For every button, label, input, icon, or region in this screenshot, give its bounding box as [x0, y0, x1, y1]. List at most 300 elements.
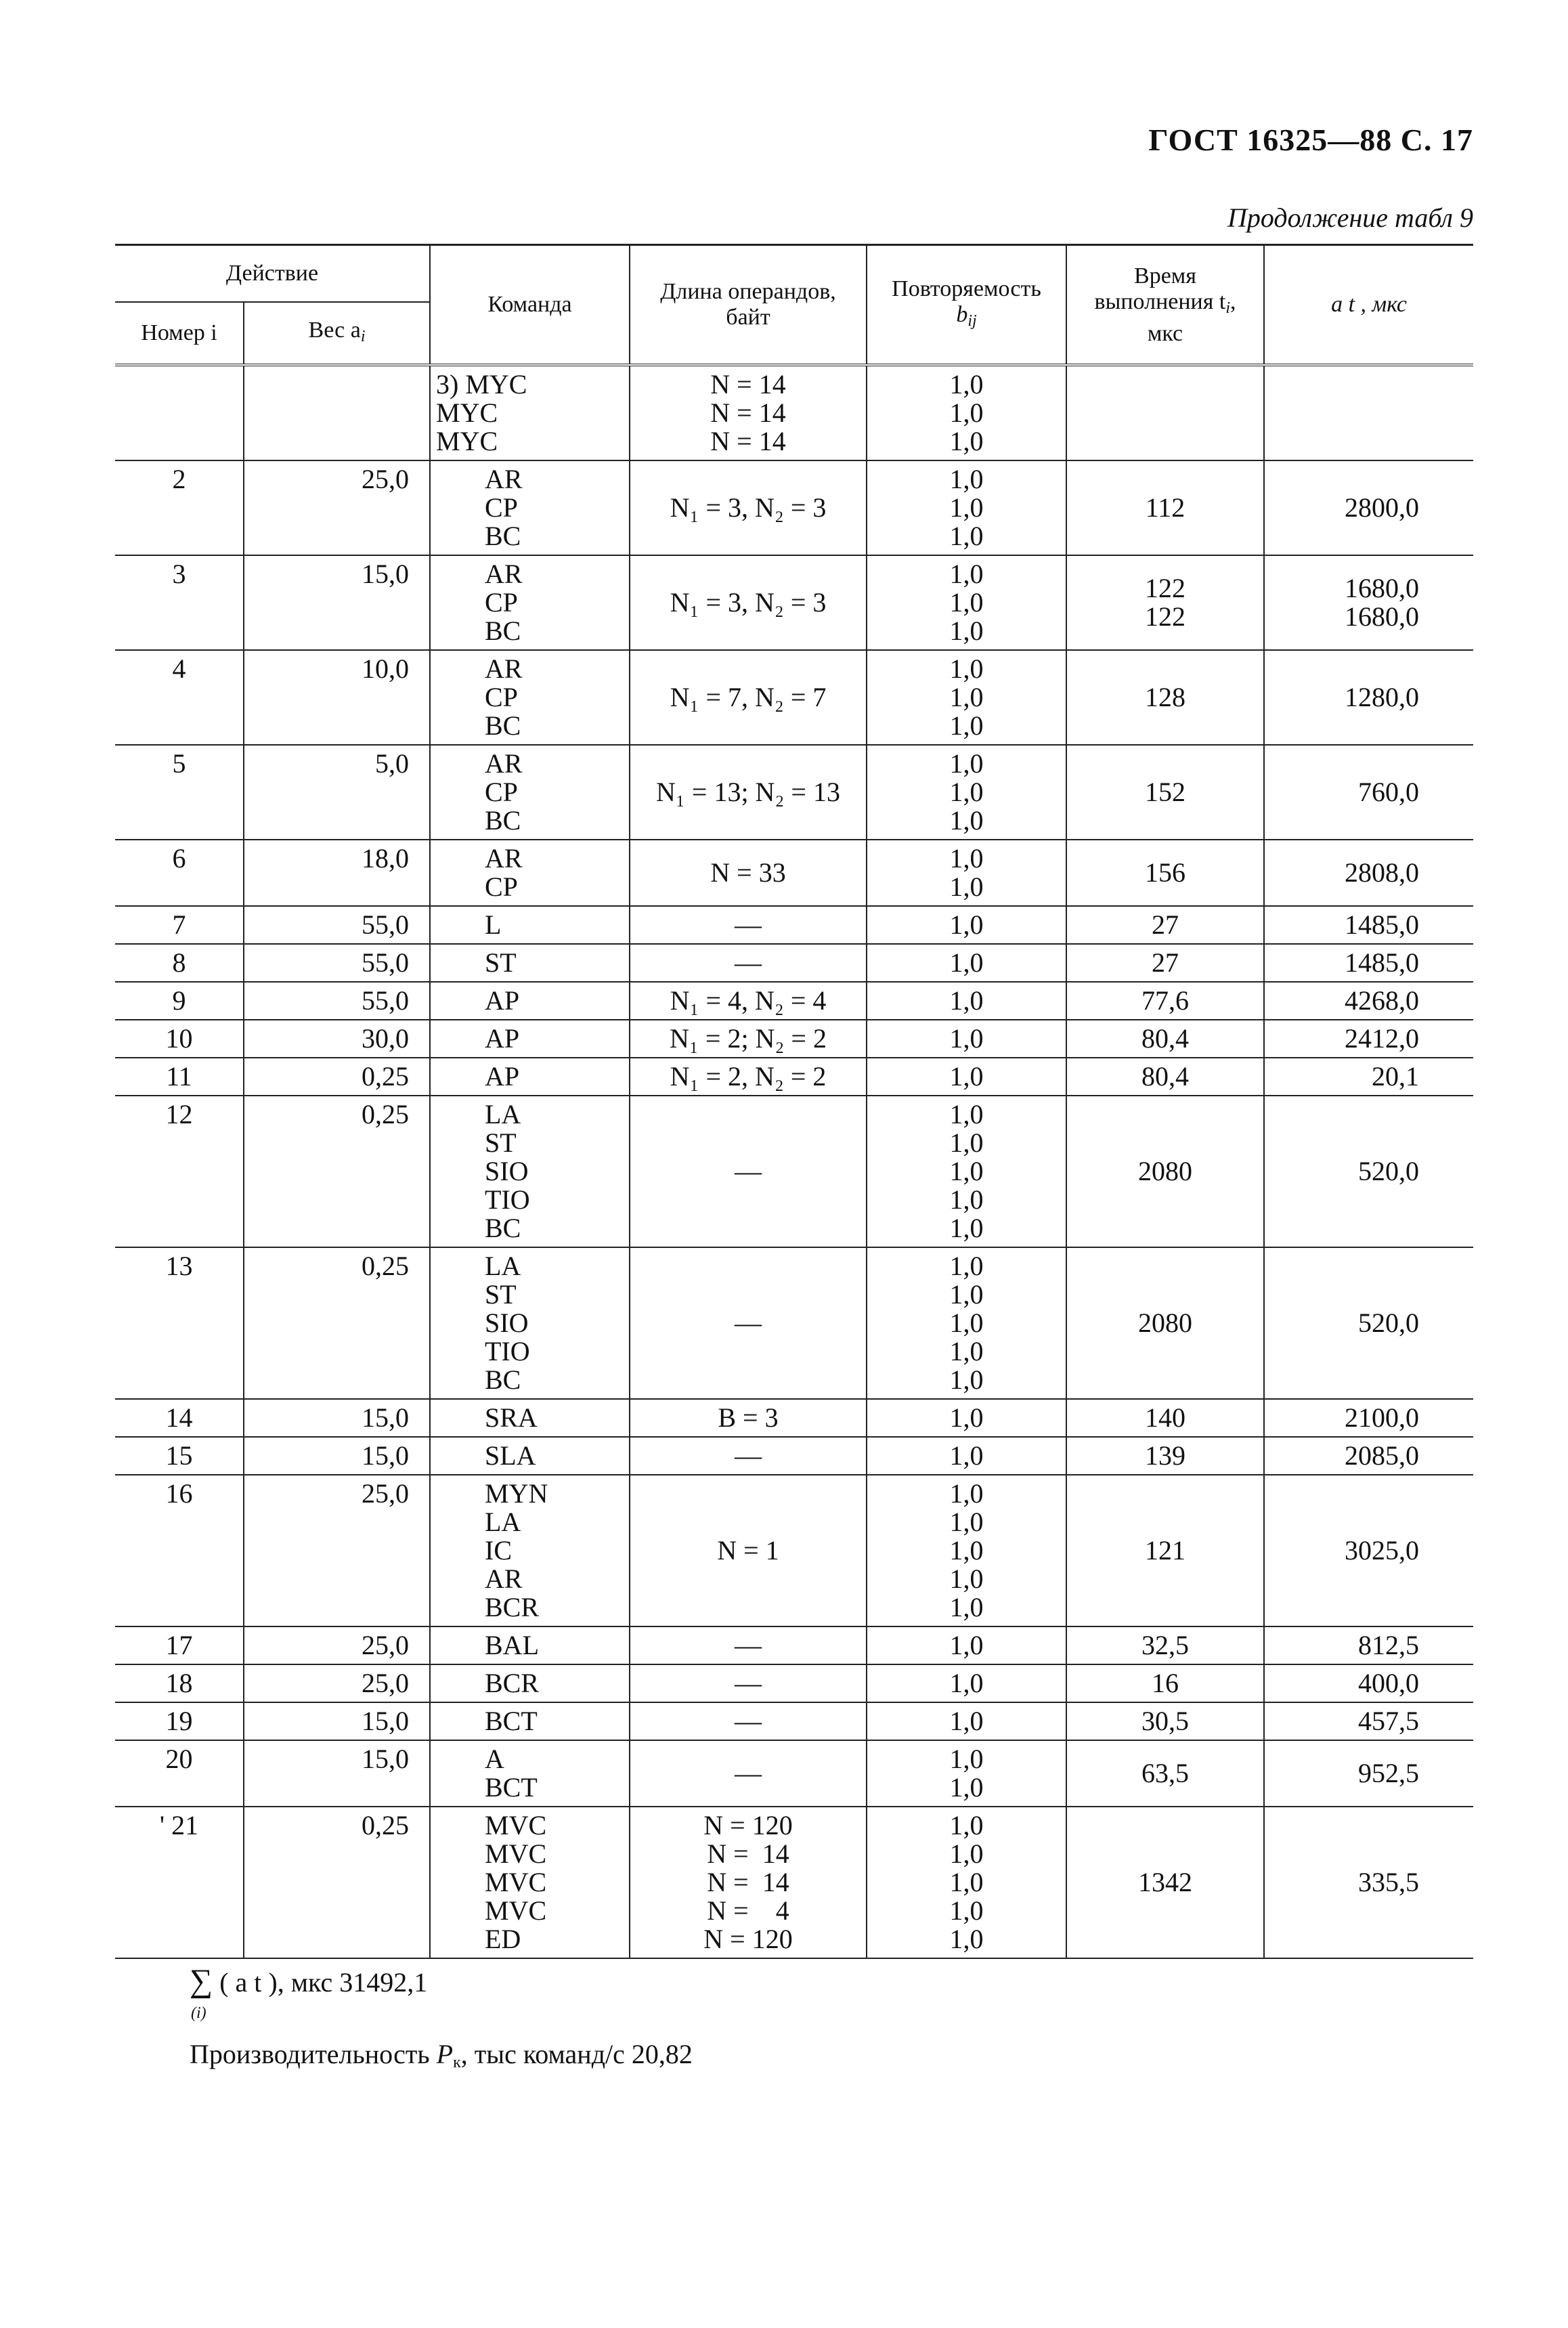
row-commands-line: CP	[485, 587, 518, 618]
row-number: ' 21	[115, 1807, 244, 1958]
row-number: 3	[115, 555, 244, 650]
table-row	[115, 650, 1473, 745]
row-exec-time-line: 122	[1145, 573, 1185, 603]
row-operand-length-line: N₁ = 4, N₂ = 4	[670, 985, 827, 1016]
row-operand-length-line: —	[735, 909, 762, 940]
row-weight: 55,0	[244, 982, 430, 1020]
row-commands-line: L	[485, 909, 502, 940]
row-repeatability-line: 1,0	[949, 1867, 984, 1897]
row-operand-length	[630, 555, 867, 650]
row-repeatability	[867, 460, 1066, 555]
row-product	[1264, 1475, 1473, 1626]
row-weight: 15,0	[244, 1702, 430, 1740]
row-repeatability-line: 1,0	[949, 710, 984, 741]
row-number: 17	[115, 1626, 244, 1664]
row-repeatability-line: 1,0	[949, 1706, 984, 1736]
row-commands-line: CP	[485, 871, 518, 902]
row-operand-length	[630, 1702, 867, 1740]
row-commands-line: CP	[485, 682, 518, 712]
table-row	[115, 982, 1473, 1020]
row-operand-length-line: N = 14	[710, 369, 786, 400]
row-exec-time-line: 1342	[1138, 1867, 1192, 1897]
row-repeatability-line: 1,0	[949, 1630, 984, 1660]
row-exec-time-line: 30,5	[1141, 1706, 1189, 1736]
row-operand-length-line: N₁ = 2; N₂ = 2	[670, 1023, 827, 1054]
row-commands-line: AR	[485, 843, 523, 874]
row-repeatability-line: 1,0	[949, 748, 984, 779]
row-weight: 55,0	[244, 906, 430, 944]
row-repeatability-line: 1,0	[949, 985, 984, 1016]
table-row	[115, 555, 1473, 650]
row-number: 4	[115, 650, 244, 745]
row-commands	[430, 1702, 630, 1740]
row-product	[1264, 1807, 1473, 1958]
row-operand-length-line: —	[735, 1668, 762, 1698]
row-repeatability-line: 1,0	[949, 1744, 984, 1774]
row-product	[1264, 1664, 1473, 1702]
row-commands	[430, 906, 630, 944]
row-commands	[430, 1475, 630, 1626]
row-operand-length-line: —	[735, 1156, 762, 1186]
row-weight: 10,0	[244, 650, 430, 745]
row-commands-line: MVC	[485, 1810, 547, 1840]
row-product-line: 520,0	[1358, 1308, 1419, 1338]
row-repeatability-line: 1,0	[949, 426, 984, 456]
row-operand-length	[630, 1475, 867, 1626]
row-repeatability-line: 1,0	[949, 587, 984, 618]
row-commands	[430, 982, 630, 1020]
row-commands-line: AP	[485, 985, 520, 1016]
row-operand-length-line: N = 4	[707, 1895, 789, 1926]
row-operand-length	[630, 1020, 867, 1058]
row-weight: 15,0	[244, 555, 430, 650]
table-row	[115, 365, 1473, 460]
row-product	[1264, 1702, 1473, 1740]
row-repeatability	[867, 555, 1066, 650]
row-exec-time	[1066, 1626, 1264, 1664]
row-commands-line: BCR	[485, 1592, 540, 1622]
row-repeatability	[867, 745, 1066, 840]
row-number: 13	[115, 1247, 244, 1399]
row-number: 16	[115, 1475, 244, 1626]
row-exec-time-line: 16	[1152, 1668, 1179, 1698]
row-product-line: 1680,0	[1345, 601, 1419, 632]
row-commands-line: SIO	[485, 1308, 529, 1338]
row-number: 5	[115, 745, 244, 840]
row-repeatability-line: 1,0	[949, 1308, 984, 1338]
row-product	[1264, 1247, 1473, 1399]
row-commands-line: CP	[485, 492, 518, 523]
row-operand-length	[630, 840, 867, 906]
header-operand-length: Длина операндов, байт	[630, 245, 867, 366]
table-row	[115, 1807, 1473, 1958]
row-commands-line: AR	[485, 1564, 523, 1594]
row-repeatability-line: 1,0	[949, 1772, 984, 1803]
row-product	[1264, 1626, 1473, 1664]
table-row	[115, 1475, 1473, 1626]
table-row	[115, 1096, 1473, 1247]
row-exec-time-line: 152	[1145, 777, 1185, 807]
row-repeatability	[867, 1807, 1066, 1958]
row-operand-length-line: N = 1	[717, 1535, 779, 1566]
row-repeatability-line: 1,0	[949, 1061, 984, 1092]
table-row	[115, 460, 1473, 555]
header-action: Действие	[115, 245, 430, 303]
row-number: 20	[115, 1740, 244, 1807]
row-commands	[430, 650, 630, 745]
row-repeatability-line: 1,0	[949, 1668, 984, 1698]
row-commands-line: LA	[485, 1251, 521, 1281]
row-exec-time-line: 112	[1145, 492, 1185, 523]
row-commands-line: LA	[485, 1099, 521, 1129]
row-weight: 0,25	[244, 1096, 430, 1247]
row-operand-length	[630, 906, 867, 944]
row-number: 12	[115, 1096, 244, 1247]
row-exec-time	[1066, 745, 1264, 840]
row-product-line: 1485,0	[1345, 947, 1419, 978]
row-repeatability-line: 1,0	[949, 805, 984, 836]
row-number: 15	[115, 1437, 244, 1475]
row-commands	[430, 1247, 630, 1399]
row-product-line: 1680,0	[1345, 573, 1419, 603]
row-operand-length	[630, 1626, 867, 1664]
row-repeatability	[867, 1020, 1066, 1058]
row-commands	[430, 1020, 630, 1058]
row-repeatability-line: 1,0	[949, 559, 984, 589]
row-product-line: 1485,0	[1345, 909, 1419, 940]
row-repeatability	[867, 1437, 1066, 1475]
page-title: ГОСТ 16325—88 С. 17	[1148, 123, 1473, 157]
row-operand-length	[630, 982, 867, 1020]
row-product-line: 2800,0	[1345, 492, 1419, 523]
row-repeatability-line: 1,0	[949, 1364, 984, 1395]
row-repeatability	[867, 1702, 1066, 1740]
row-exec-time	[1066, 982, 1264, 1020]
row-operand-length-line: N₁ = 7, N₂ = 7	[670, 682, 827, 712]
row-exec-time	[1066, 555, 1264, 650]
table-row	[115, 906, 1473, 944]
row-commands-line: BC	[485, 521, 521, 551]
row-exec-time-line: 139	[1145, 1440, 1185, 1471]
row-commands-line: TIO	[485, 1336, 530, 1366]
row-repeatability	[867, 1475, 1066, 1626]
row-commands-line: BAL	[485, 1630, 539, 1660]
row-repeatability-line: 1,0	[949, 369, 984, 400]
row-product	[1264, 460, 1473, 555]
row-exec-time	[1066, 840, 1264, 906]
row-exec-time	[1066, 944, 1264, 982]
row-weight: 25,0	[244, 1475, 430, 1626]
row-product	[1264, 982, 1473, 1020]
row-weight: 5,0	[244, 745, 430, 840]
row-product	[1264, 1096, 1473, 1247]
row-commands-line: AP	[485, 1023, 520, 1054]
row-product	[1264, 840, 1473, 906]
row-operand-length-line: —	[735, 1630, 762, 1660]
row-operand-length-line: N = 33	[710, 857, 786, 888]
row-commands-line: BC	[485, 1213, 521, 1243]
row-commands-line: SIO	[485, 1156, 529, 1186]
row-commands	[430, 944, 630, 982]
row-repeatability	[867, 1664, 1066, 1702]
table-row	[115, 1058, 1473, 1096]
row-exec-time-line: 128	[1145, 682, 1185, 712]
row-commands-line: CP	[485, 777, 518, 807]
row-commands-line: MYC	[436, 397, 498, 428]
header-weight: Вес $a_i$	[244, 302, 430, 365]
table-row	[115, 1740, 1473, 1807]
row-exec-time-line: 156	[1145, 857, 1185, 888]
row-number: 7	[115, 906, 244, 944]
row-operand-length-line: B = 3	[718, 1402, 779, 1433]
row-repeatability	[867, 1058, 1066, 1096]
row-commands-line: AP	[485, 1061, 520, 1092]
row-operand-length	[630, 1807, 867, 1958]
row-repeatability-line: 1,0	[949, 1810, 984, 1840]
row-commands	[430, 555, 630, 650]
row-operand-length	[630, 745, 867, 840]
row-operand-length	[630, 1247, 867, 1399]
row-product-line: 457,5	[1358, 1706, 1419, 1736]
row-operand-length-line: —	[735, 1706, 762, 1736]
row-weight: 15,0	[244, 1437, 430, 1475]
row-product-line: 20,1	[1372, 1061, 1419, 1092]
row-exec-time	[1066, 1702, 1264, 1740]
table-row	[115, 840, 1473, 906]
table-row	[115, 745, 1473, 840]
row-product	[1264, 1740, 1473, 1807]
row-operand-length	[630, 650, 867, 745]
row-exec-time	[1066, 1664, 1264, 1702]
row-operand-length-line: N = 120	[703, 1810, 793, 1840]
row-number: 9	[115, 982, 244, 1020]
row-operand-length-line: N₁ = 3, N₂ = 3	[670, 492, 827, 523]
row-exec-time-line: 121	[1145, 1535, 1185, 1566]
row-repeatability-line: 1,0	[949, 777, 984, 807]
row-repeatability-line: 1,0	[949, 1156, 984, 1186]
row-commands	[430, 460, 630, 555]
row-commands	[430, 1664, 630, 1702]
header-repeatability: Повторяемость $b_{ij}$	[867, 245, 1066, 366]
row-commands-line: SRA	[485, 1402, 538, 1433]
row-number: 8	[115, 944, 244, 982]
row-repeatability-line: 1,0	[949, 1564, 984, 1594]
row-product	[1264, 365, 1473, 460]
row-commands	[430, 1807, 630, 1958]
row-commands	[430, 1437, 630, 1475]
row-repeatability-line: 1,0	[949, 1535, 984, 1566]
row-number: 6	[115, 840, 244, 906]
row-repeatability-line: 1,0	[949, 947, 984, 978]
row-repeatability-line: 1,0	[949, 1279, 984, 1310]
row-weight: 0,25	[244, 1058, 430, 1096]
row-commands-line: BC	[485, 616, 521, 646]
row-product-line: 400,0	[1358, 1668, 1419, 1698]
row-repeatability-line: 1,0	[949, 871, 984, 902]
row-exec-time	[1066, 906, 1264, 944]
row-weight: 0,25	[244, 1247, 430, 1399]
row-commands	[430, 1058, 630, 1096]
row-operand-length-line: N = 14	[707, 1838, 789, 1869]
table-row	[115, 1020, 1473, 1058]
row-repeatability	[867, 1399, 1066, 1437]
row-number: 11	[115, 1058, 244, 1096]
row-commands-line: MYN	[485, 1478, 548, 1509]
row-weight: 25,0	[244, 1626, 430, 1664]
row-repeatability	[867, 982, 1066, 1020]
row-repeatability-line: 1,0	[949, 1895, 984, 1926]
header-command: Команда	[430, 245, 630, 366]
row-commands	[430, 840, 630, 906]
row-number	[115, 365, 244, 460]
row-commands-line: A	[485, 1744, 504, 1774]
row-exec-time-line: 27	[1152, 909, 1179, 940]
sum-line	[190, 1962, 427, 2000]
row-product	[1264, 1020, 1473, 1058]
row-operand-length	[630, 944, 867, 982]
row-repeatability-line: 1,0	[949, 616, 984, 646]
row-exec-time	[1066, 1807, 1264, 1958]
row-exec-time	[1066, 1437, 1264, 1475]
row-operand-length-line: N₁ = 2, N₂ = 2	[670, 1061, 827, 1092]
row-repeatability-line: 1,0	[949, 1184, 984, 1215]
row-operand-length-line: N = 14	[710, 426, 786, 456]
table-row	[115, 1399, 1473, 1437]
row-product-line: 952,5	[1358, 1758, 1419, 1788]
sigma-symbol: ∑	[190, 1963, 213, 1999]
row-commands-line: ST	[485, 1279, 517, 1310]
row-exec-time-line: 63,5	[1141, 1758, 1189, 1788]
row-number: 14	[115, 1399, 244, 1437]
row-operand-length	[630, 1096, 867, 1247]
row-commands-line: AR	[485, 748, 523, 779]
table-row	[115, 1626, 1473, 1664]
row-exec-time-line: 80,4	[1141, 1061, 1189, 1092]
row-repeatability-line: 1,0	[949, 397, 984, 428]
row-exec-time	[1066, 1058, 1264, 1096]
row-repeatability-line: 1,0	[949, 1099, 984, 1129]
row-weight	[244, 365, 430, 460]
row-repeatability-line: 1,0	[949, 1924, 984, 1954]
row-product-line: 760,0	[1358, 777, 1419, 807]
row-product	[1264, 944, 1473, 982]
row-product-line: 1280,0	[1345, 682, 1419, 712]
row-repeatability	[867, 365, 1066, 460]
row-repeatability-line: 1,0	[949, 1402, 984, 1433]
header-exec-time: Время выполнения $t_i$, мкс	[1066, 245, 1264, 366]
table-row	[115, 944, 1473, 982]
row-product	[1264, 906, 1473, 944]
row-exec-time	[1066, 460, 1264, 555]
row-operand-length-line: N₁ = 13; N₂ = 13	[656, 777, 840, 807]
row-exec-time	[1066, 1399, 1264, 1437]
row-repeatability-line: 1,0	[949, 1213, 984, 1243]
row-commands-line: BCT	[485, 1772, 538, 1803]
row-commands	[430, 1096, 630, 1247]
row-operand-length	[630, 1399, 867, 1437]
row-product	[1264, 1437, 1473, 1475]
row-commands	[430, 1399, 630, 1437]
row-repeatability	[867, 650, 1066, 745]
row-repeatability-line: 1,0	[949, 1251, 984, 1281]
row-exec-time	[1066, 1096, 1264, 1247]
row-exec-time-line: 27	[1152, 947, 1179, 978]
row-commands-line: LA	[485, 1507, 521, 1537]
row-commands-line: BC	[485, 1364, 521, 1395]
row-repeatability	[867, 1740, 1066, 1807]
row-product-line: 4268,0	[1345, 985, 1419, 1016]
row-commands-line: SLA	[485, 1440, 536, 1471]
row-exec-time-line: 77,6	[1141, 985, 1189, 1016]
row-commands-line: MVC	[485, 1867, 547, 1897]
row-weight: 15,0	[244, 1399, 430, 1437]
row-commands-line: 3) MYC	[436, 369, 527, 400]
row-operand-length	[630, 1740, 867, 1807]
row-operand-length-line: N = 14	[707, 1867, 789, 1897]
row-repeatability-line: 1,0	[949, 1127, 984, 1158]
row-exec-time-line: 2080	[1138, 1156, 1192, 1186]
row-commands-line: BCT	[485, 1706, 538, 1736]
row-operand-length	[630, 1437, 867, 1475]
row-product-line: 335,5	[1358, 1867, 1419, 1897]
row-product-line: 2100,0	[1345, 1402, 1419, 1433]
row-weight: 15,0	[244, 1740, 430, 1807]
table-row	[115, 1702, 1473, 1740]
row-product-line: 3025,0	[1345, 1535, 1419, 1566]
row-commands-line: ST	[485, 947, 517, 978]
row-repeatability	[867, 1247, 1066, 1399]
table-row	[115, 1437, 1473, 1475]
performance-table	[115, 244, 1473, 1959]
row-commands-line: BCR	[485, 1668, 540, 1698]
row-commands-line: AR	[485, 653, 523, 684]
row-weight: 55,0	[244, 944, 430, 982]
row-operand-length-line: N₁ = 3, N₂ = 3	[670, 587, 827, 618]
row-operand-length-line: N = 120	[703, 1924, 793, 1954]
row-commands-line: ST	[485, 1127, 517, 1158]
row-operand-length	[630, 1664, 867, 1702]
row-exec-time	[1066, 1247, 1264, 1399]
row-repeatability-line: 1,0	[949, 1838, 984, 1869]
row-repeatability-line: 1,0	[949, 1336, 984, 1366]
row-weight: 0,25	[244, 1807, 430, 1958]
row-repeatability-line: 1,0	[949, 1440, 984, 1471]
row-commands	[430, 745, 630, 840]
row-number: 2	[115, 460, 244, 555]
row-weight: 25,0	[244, 460, 430, 555]
sum-index: (i)	[191, 2004, 206, 2022]
row-product	[1264, 650, 1473, 745]
row-product	[1264, 1399, 1473, 1437]
row-operand-length	[630, 365, 867, 460]
row-commands	[430, 1626, 630, 1664]
row-operand-length-line: N = 14	[710, 397, 786, 428]
header-product: a t , мкс	[1264, 245, 1473, 366]
row-operand-length	[630, 460, 867, 555]
row-product	[1264, 555, 1473, 650]
row-weight: 30,0	[244, 1020, 430, 1058]
table-continuation-label: Продолжение табл 9	[1227, 202, 1473, 233]
row-exec-time	[1066, 1475, 1264, 1626]
row-commands-line: MYC	[436, 426, 498, 456]
row-commands-line: IC	[485, 1535, 512, 1566]
row-operand-length-line: —	[735, 1308, 762, 1338]
row-number: 18	[115, 1664, 244, 1702]
row-product	[1264, 745, 1473, 840]
row-repeatability-line: 1,0	[949, 1023, 984, 1054]
row-repeatability	[867, 944, 1066, 982]
row-exec-time	[1066, 650, 1264, 745]
